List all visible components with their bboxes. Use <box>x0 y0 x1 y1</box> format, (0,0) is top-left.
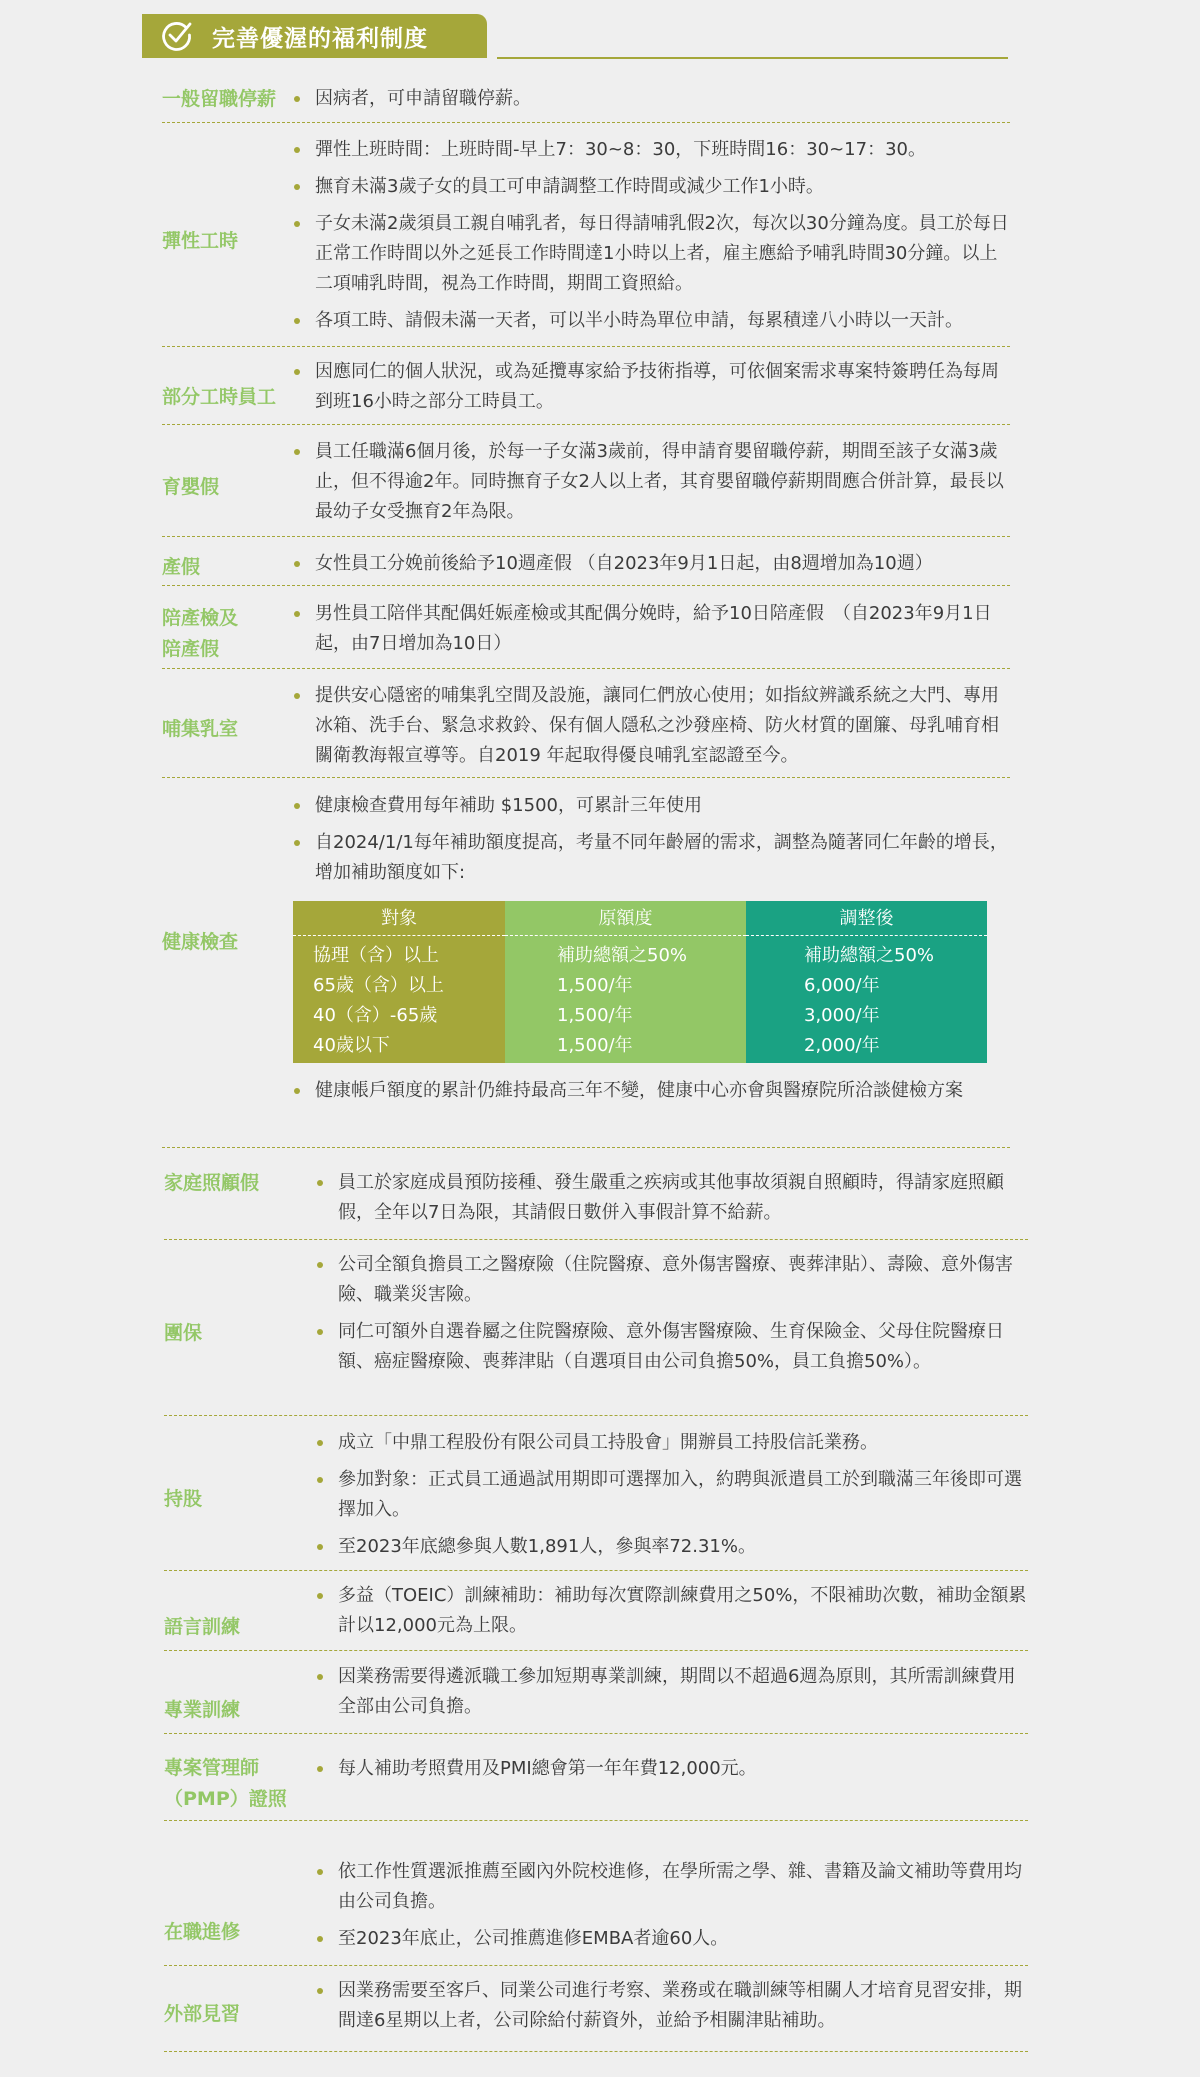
benefit-row-lactation-room <box>162 681 1010 778</box>
benefit-row-paternity-leave <box>162 599 1010 669</box>
table-header: 原額度 <box>505 901 746 936</box>
benefit-row-part-time <box>162 357 1010 425</box>
row-label: 持股 <box>164 1488 203 1510</box>
table-cell: 2,000/年 <box>804 1035 880 1056</box>
benefit-row-health-check <box>162 791 1010 1148</box>
bullet-text: 因應同仁的個人狀況，或為延攬專家給予技術指導，可依個案需求專案特簽聘任為每周到班16小時之部分工時員工。 <box>293 357 1010 417</box>
row-label: 哺集乳室 <box>162 718 239 740</box>
bullet-text: 男性員工陪伴其配偶妊娠產檢或其配偶分娩時，給予10日陪產假 （自2023年9月1日起，由7日增加為10日） <box>293 599 1010 659</box>
health-subsidy-table <box>293 901 987 1063</box>
bullet-text: 彈性上班時間：上班時間-早上7：30~8：30，下班時間16：30~17：30。 <box>293 135 1010 165</box>
row-label: 陪產檢及陪產假 <box>162 607 239 660</box>
bullet-text: 依工作性質選派推薦至國內外院校進修，在學所需之學、雜、書籍及論文補助等費用均由公司負擔。 <box>316 1857 1028 1917</box>
table-cell: 補助總額之50% <box>557 945 688 966</box>
table-cell: 3,000/年 <box>804 1005 880 1026</box>
check-circle-icon <box>160 19 194 53</box>
bullet-text: 成立「中鼎工程股份有限公司員工持股會」開辦員工持股信託業務。 <box>316 1428 1028 1458</box>
bullet-text: 各項工時、請假未滿一天者，可以半小時為單位申請，每累積達八小時以一天計。 <box>293 306 1010 336</box>
bullet-text: 同仁可額外自選眷屬之住院醫療險、意外傷害醫療險、生育保險金、父母住院醫療日額、癌症醫療險、喪葬津貼（自選項目由公司負擔50%，員工負擔50%）。 <box>316 1317 1028 1377</box>
table-cell: 1,500/年 <box>557 1035 633 1056</box>
table-cell: 40（含）-65歲 <box>313 1005 438 1026</box>
page-title: 完善優渥的福利制度 <box>212 25 428 52</box>
bullet-text: 員工於家庭成員預防接種、發生嚴重之疾病或其他事故須親自照顧時，得請家庭照顧假，全年以7日為限，其請假日數併入事假計算不給薪。 <box>316 1168 1028 1228</box>
table-cell: 1,500/年 <box>557 975 633 996</box>
bullet-text: 健康帳戶額度的累計仍維持最高三年不變，健康中心亦會與醫療院所洽談健檢方案 <box>293 1076 1010 1106</box>
table-column-original <box>505 901 746 1063</box>
benefit-row-external-internship <box>164 1976 1028 2052</box>
bullet-text: 公司全額負擔員工之醫療險（住院醫療、意外傷害醫療、喪葬津貼）、壽險、意外傷害險、職業災害險。 <box>316 1250 1028 1310</box>
benefit-row-family-care-leave <box>164 1168 1028 1240</box>
bullet-text: 子女未滿2歲須員工親自哺乳者，每日得請哺乳假2次，每次以30分鐘為度。員工於每日正常工作時間以外之延長工作時間達1小時以上者，雇主應給予哺乳時間30分鐘。以上二項哺乳時間，視為工作時間，期間工資照給。 <box>293 209 1010 299</box>
benefit-row-language-training <box>164 1581 1028 1651</box>
row-label: 一般留職停薪 <box>162 88 277 110</box>
bullet-text: 提供安心隱密的哺集乳空間及設施，讓同仁們放心使用；如指紋辨識系統之大門、專用冰箱、洗手台、緊急求救鈴、保有個人隱私之沙發座椅、防火材質的圍簾、母乳哺育相關衛教海報宣導等。自2019 年起取得優良哺乳室認證至今。 <box>293 681 1010 771</box>
row-label: 產假 <box>162 556 201 578</box>
bullet-text: 撫育未滿3歲子女的員工可申請調整工作時間或減少工作1小時。 <box>293 172 1010 202</box>
benefit-row-parental-leave <box>162 437 1010 537</box>
benefit-row-professional-training <box>164 1662 1028 1734</box>
bullet-text: 至2023年底總參與人數1,891人，參與率72.31%。 <box>316 1532 1028 1562</box>
row-label: 家庭照顧假 <box>164 1172 260 1194</box>
table-column-target <box>293 901 505 1063</box>
bullet-text: 自2024/1/1每年補助額度提高，考量不同年齡層的需求，調整為隨著同仁年齡的增長，增加補助額度如下: <box>293 828 1010 888</box>
benefit-row-flexible-hours <box>162 135 1010 347</box>
row-label: 彈性工時 <box>162 229 239 252</box>
bullet-text: 員工任職滿6個月後，於每一子女滿3歲前，得申請育嬰留職停薪，期間至該子女滿3歲止，但不得逾2年。同時撫育子女2人以上者，其育嬰留職停薪期間應合併計算，最長以最幼子女受撫育2年為限。 <box>293 437 1010 527</box>
row-label: 語言訓練 <box>164 1616 241 1638</box>
header-tab <box>142 14 487 58</box>
row-label: 外部見習 <box>164 2002 241 2025</box>
bullet-text: 因病者，可申請留職停薪。 <box>293 84 1010 114</box>
benefit-row-continuing-education <box>164 1821 1028 1966</box>
row-label: 在職進修 <box>164 1921 241 1943</box>
header-divider <box>497 57 1008 59</box>
row-label: 部分工時員工 <box>162 386 277 408</box>
table-cell: 6,000/年 <box>804 975 880 996</box>
row-label: 專案管理師（PMP）證照 <box>164 1756 287 1810</box>
table-cell: 40歲以下 <box>313 1035 390 1056</box>
benefit-row-stock-ownership <box>164 1428 1028 1571</box>
row-label: 健康檢查 <box>162 931 239 953</box>
row-label: 育嬰假 <box>162 475 220 498</box>
bullet-text: 女性員工分娩前後給予10週產假 （自2023年9月1日起，由8週增加為10週） <box>293 549 1010 579</box>
bullet-text: 每人補助考照費用及PMI總會第一年年費12,000元。 <box>316 1754 1028 1784</box>
bullet-text: 因業務需要得遴派職工參加短期專業訓練，期間以不超過6週為原則，其所需訓練費用全部由公司負擔。 <box>316 1662 1028 1722</box>
bullet-text: 因業務需要至客戶、同業公司進行考察、業務或在職訓練等相關人才培育見習安排，期間達6星期以上者，公司除給付薪資外，並給予相關津貼補助。 <box>316 1976 1028 2036</box>
table-cell: 協理（含）以上 <box>313 945 439 966</box>
section-header <box>142 14 1008 60</box>
benefit-row-group-insurance <box>164 1250 1028 1416</box>
table-cell: 1,500/年 <box>557 1005 633 1026</box>
table-column-adjusted <box>746 901 987 1063</box>
row-label: 團保 <box>164 1321 203 1344</box>
table-header: 調整後 <box>746 901 987 936</box>
table-cell: 補助總額之50% <box>804 945 935 966</box>
bullet-text: 多益（TOEIC）訓練補助：補助每次實際訓練費用之50%，不限補助次數，補助金額累計以12,000元為上限。 <box>316 1581 1028 1641</box>
bullet-text: 參加對象：正式員工通過試用期即可選擇加入，約聘與派遣員工於到職滿三年後即可選擇加入。 <box>316 1465 1028 1525</box>
table-header: 對象 <box>293 901 505 936</box>
bullet-text: 至2023年底止，公司推薦進修EMBA者逾60人。 <box>316 1924 1028 1954</box>
benefit-row-unpaid-leave <box>162 84 1010 123</box>
table-cell: 65歲（含）以上 <box>313 975 444 996</box>
benefit-row-pmp-certification <box>164 1746 1028 1821</box>
row-label: 專業訓練 <box>164 1699 241 1721</box>
bullet-text: 健康檢查費用每年補助 $1500，可累計三年使用 <box>293 791 1010 821</box>
benefit-row-maternity-leave <box>162 549 1010 586</box>
